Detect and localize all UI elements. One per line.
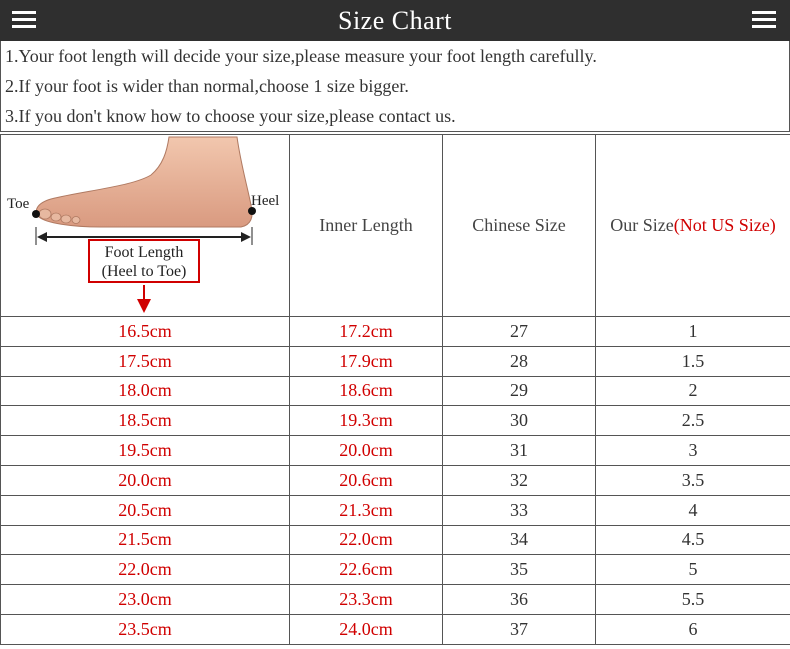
inner-length-cell: 20.6cm — [290, 465, 443, 495]
foot-length-cell: 23.5cm — [1, 614, 290, 644]
inner-length-cell: 17.9cm — [290, 346, 443, 376]
table-row — [1, 346, 790, 376]
not-us-size-note: (Not US Size) — [673, 215, 776, 235]
chinese-size-cell: 34 — [443, 525, 596, 555]
chinese-size-cell: 32 — [443, 465, 596, 495]
our-size-cell: 3.5 — [596, 465, 790, 495]
menu-icon[interactable] — [752, 9, 776, 31]
our-size-cell: 5.5 — [596, 585, 790, 615]
table-row — [1, 585, 790, 615]
page-title: Size Chart — [337, 5, 453, 35]
table-header-row — [1, 135, 790, 317]
table-row — [1, 406, 790, 436]
foot-length-cell: 18.5cm — [1, 406, 290, 436]
foot-length-cell: 20.0cm — [1, 465, 290, 495]
chinese-size-cell: 30 — [443, 406, 596, 436]
foot-length-cell: 16.5cm — [1, 317, 290, 347]
note-line: 1.Your foot length will decide your size,please measure your foot length carefully. — [5, 46, 597, 66]
table-row — [1, 317, 790, 347]
chinese-size-cell: 27 — [443, 317, 596, 347]
col-our-size — [596, 135, 790, 317]
chinese-size-cell: 28 — [443, 346, 596, 376]
foot-length-cell: 23.0cm — [1, 585, 290, 615]
note-line: 3.If you don't know how to choose your size,please contact us. — [5, 106, 456, 126]
heel-to-toe-label: (Heel to Toe) — [101, 263, 187, 280]
our-size-cell: 4.5 — [596, 525, 790, 555]
inner-length-cell: 20.0cm — [290, 436, 443, 466]
foot-length-cell: 18.0cm — [1, 376, 290, 406]
col-chinese-size: Chinese Size — [443, 135, 596, 317]
foot-illustration — [36, 137, 252, 227]
inner-length-cell: 21.3cm — [290, 495, 443, 525]
table-row — [1, 495, 790, 525]
our-size-cell: 6 — [596, 614, 790, 644]
arrow-down-icon — [137, 299, 151, 313]
our-size-cell: 2.5 — [596, 406, 790, 436]
inner-length-cell: 24.0cm — [290, 614, 443, 644]
table-row — [1, 555, 790, 585]
table-row — [1, 465, 790, 495]
our-size-cell: 2 — [596, 376, 790, 406]
note-line: 2.If your foot is wider than normal,choose 1 size bigger. — [5, 76, 409, 96]
our-size-cell: 1 — [596, 317, 790, 347]
col-inner-length: Inner Length — [290, 135, 443, 317]
toe-label: Toe — [7, 196, 30, 212]
size-table — [0, 134, 790, 645]
foot-length-cell: 21.5cm — [1, 525, 290, 555]
inner-length-cell: 19.3cm — [290, 406, 443, 436]
table-row — [1, 525, 790, 555]
inner-length-cell: 22.0cm — [290, 525, 443, 555]
foot-length-cell: 17.5cm — [1, 346, 290, 376]
chinese-size-cell: 33 — [443, 495, 596, 525]
heel-label: Heel — [251, 193, 280, 209]
our-size-cell: 4 — [596, 495, 790, 525]
inner-length-cell: 22.6cm — [290, 555, 443, 585]
chinese-size-cell: 36 — [443, 585, 596, 615]
foot-length-label: Foot Length — [104, 244, 184, 261]
our-size-cell: 1.5 — [596, 346, 790, 376]
chinese-size-cell: 35 — [443, 555, 596, 585]
foot-length-cell: 20.5cm — [1, 495, 290, 525]
notes-box — [0, 41, 790, 132]
menu-icon[interactable] — [12, 9, 36, 31]
our-size-cell: 3 — [596, 436, 790, 466]
our-size-label: Our Size — [610, 215, 674, 235]
table-row — [1, 376, 790, 406]
foot-length-cell: 22.0cm — [1, 555, 290, 585]
chinese-size-cell: 31 — [443, 436, 596, 466]
foot-measure-diagram — [1, 135, 289, 316]
header-bar — [0, 0, 790, 41]
inner-length-cell: 17.2cm — [290, 317, 443, 347]
chinese-size-cell: 37 — [443, 614, 596, 644]
inner-length-cell: 23.3cm — [290, 585, 443, 615]
chinese-size-cell: 29 — [443, 376, 596, 406]
foot-length-cell: 19.5cm — [1, 436, 290, 466]
foot-diagram-cell — [1, 135, 290, 317]
table-row — [1, 614, 790, 644]
inner-length-cell: 18.6cm — [290, 376, 443, 406]
table-row — [1, 436, 790, 466]
our-size-cell: 5 — [596, 555, 790, 585]
